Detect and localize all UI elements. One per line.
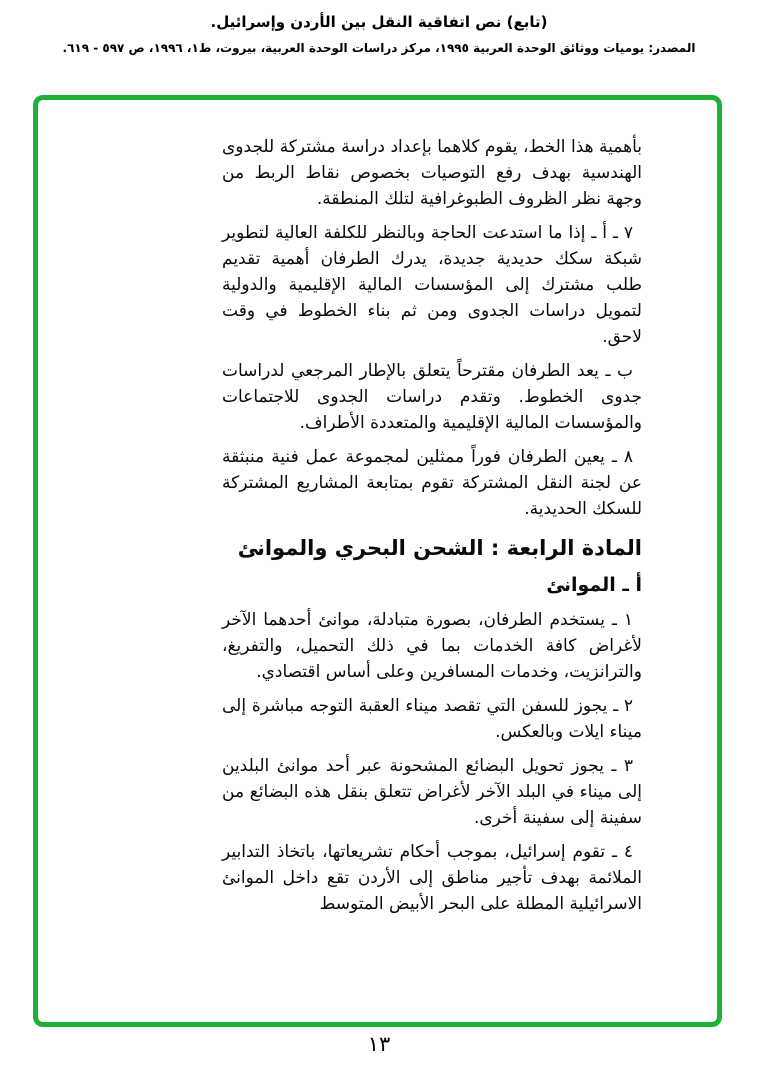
paragraph-clause-7a: ٧ ـ أ ـ إذا ما استدعت الحاجة وبالنظر للكلفة العالية لتطوير شبكة سكك حديدية جديدة، يدرك الطرفان أهمية تقديم طلب مشترك إلى المؤسسات المالية الإقليمية والدولية لتمويل دراسات الجدوى ومن ثم بناء الخطوط في وقت لاحق. (222, 223, 642, 347)
document-body (222, 134, 642, 925)
article-four-heading: المادة الرابعة : الشحن البحري والموانئ (237, 536, 642, 560)
paragraph-clause-7b: ب ـ يعد الطرفان مقترحاً يتعلق بالإطار المرجعي لدراسات جدوى الخطوط. وتقدم دراسات الجدوى للاجتماعات والمؤسسات المالية الإقليمية والمتعددة الأطراف. (222, 361, 642, 433)
paragraph-clause-8: ٨ ـ يعين الطرفان فوراً ممثلين لمجموعة عمل فنية منبثقة عن لجنة النقل المشتركة تقوم بمتابعة المشاريع المشتركة للسكك الحديدية. (222, 447, 642, 519)
page-header (0, 13, 758, 55)
document-title: (تابع) نص اتفاقية النقل بين الأردن وإسرائيل. (210, 13, 548, 31)
paragraph-continuation: بأهمية هذا الخط، يقوم كلاهما بإعداد دراسة مشتركة للجدوى الهندسية بهدف رفع التوصيات بخصوص نقاط الربط من وجهة نظر الظروف الطبوغرافية لتلك المنطقة. (222, 137, 642, 209)
paragraph-clause-2: ٢ ـ يجوز للسفن التي تقصد ميناء العقبة التوجه مباشرة إلى ميناء ايلات وبالعكس. (222, 696, 642, 742)
paragraph-clause-4: ٤ ـ تقوم إسرائيل، بموجب أحكام تشريعاتها، باتخاذ التدابير الملائمة بهدف تأجير مناطق إلى الأردن تقع داخل الموانئ الاسرائيلية المطلة على البحر الأبيض المتوسط (222, 842, 642, 914)
document-source-citation: المصدر: يوميات ووثائق الوحدة العربية ١٩٩٥، مركز دراسات الوحدة العربية، بيروت، ط١، ١٩٩٦، ص ٥٩٧ - ٦١٩. (62, 41, 696, 55)
paragraph-clause-1: ١ ـ يستخدم الطرفان، بصورة متبادلة، موانئ أحدهما الآخر لأغراض كافة الخدمات بما في ذلك التحميل، والتفريغ، والترانزيت، وخدمات المسافرين وعلى أساس اقتصادي. (222, 610, 642, 682)
paragraph-clause-3: ٣ ـ يجوز تحويل البضائع المشحونة عبر أحد موانئ البلدين إلى ميناء في البلد الآخر لأغراض تتعلق بنقل هذه البضائع من سفينة إلى سفينة أخرى. (222, 756, 642, 828)
section-a-ports-subheading: أ ـ الموانئ (546, 574, 642, 596)
page-number: ١٣ (367, 1032, 391, 1056)
